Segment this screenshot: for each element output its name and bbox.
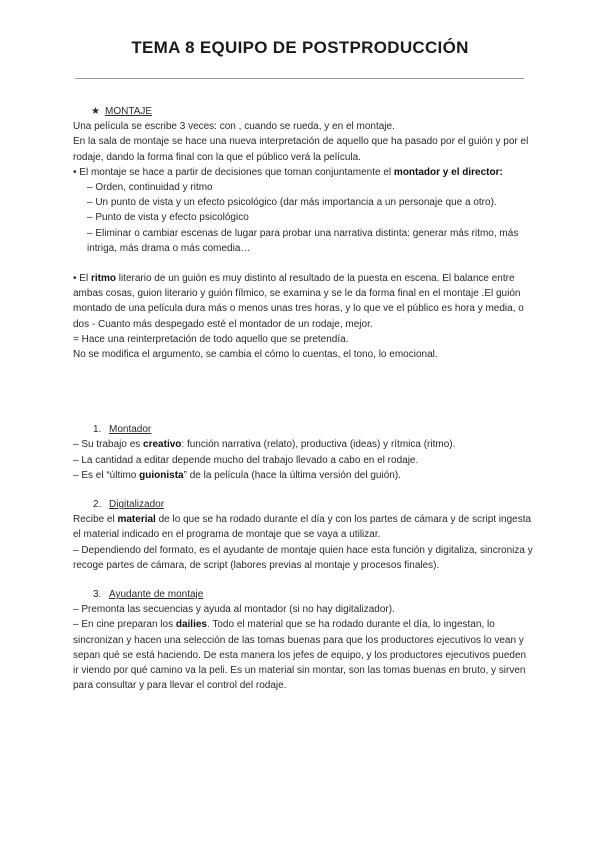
paragraph: • El ritmo literario de un guión es muy distinto al resultado de la puesta en escena. El balance entre ambas cosas, guion literario y guión fílmico, se examina y se le da forma final en el montaje .El guión montado de una película dura más o menos unas tres horas, y lo que ve el público es hora y media, o dos - Cuanto más despegado esté el montador de un rodaje, mejor. [73, 273, 524, 330]
paragraph: Una película se escribe 3 veces: con , cuando se rueda, y en el montaje. [73, 121, 395, 133]
paragraph: – Premonta las secuencias y ayuda al montador (si no hay digitalizador). [73, 604, 395, 616]
paragraph: – En cine preparan los dailies. Todo el material que se ha rodado durante el día, lo ingestan, lo sincronizan y hacen una selección de las tomas buenas para que los productores ejecutivos lo vean y sepan qué se está haciendo. De esta manera los jefes de equipo, y los productores ejecutivos pueden ir viendo por qué camino va la peli. Es un material sin montar, son las tomas buenas en bruto, y sirven para consultar y para llevar el control del rodaje. [73, 619, 527, 692]
section-heading-montaje [73, 104, 533, 119]
heading-label: Montador [109, 424, 152, 436]
heading-label: Ayudante de montaje [109, 589, 204, 601]
list-item: – Orden, continuidad y ritmo [87, 182, 213, 194]
paragraph: Recibe el material de lo que se ha rodado durante el día y con los partes de cámara y de script ingesta el material indicado en el programa de montaje que se vaya a utilizar. [73, 514, 532, 541]
heading-label: MONTAJE [105, 106, 153, 117]
paragraph: – Dependiendo del formato, es el ayudante de montaje quien hace esta función y digitaliza, sincroniza y recoge partes de cámara, de script (labores previas al montaje y procesos finales). [73, 544, 533, 571]
paragraph: – Es el “último guionista” de la película (hace la última versión del guión). [73, 469, 401, 481]
list-item: – Un punto de vista y un efecto psicológico (dar más importancia a un personaje que a otro). [87, 197, 497, 209]
list-item: – Punto de vista y efecto psicológico [87, 212, 249, 224]
section-heading-montador: 1. Montador [93, 424, 152, 436]
paragraph: En la sala de montaje se hace una nueva interpretación de aquello que ha pasado por el guión y por el rodaje, dando la forma final con la que el público verá la película. [73, 136, 529, 163]
paragraph: – La cantidad a editar depende mucho del trabajo llevado a cabo en el rodaje. [73, 454, 419, 466]
star-icon: ★ [91, 106, 100, 117]
paragraph: No se modifica el argumento, se cambia el cómo lo cuentas, el tono, lo emocional. [73, 349, 438, 361]
section-heading-digitalizador: 2. Digitalizador [93, 499, 165, 511]
paragraph: = Hace una reinterpretación de todo aquello que se pretendía. [73, 333, 349, 345]
paragraph: • El montaje se hace a partir de decisiones que toman conjuntamente el montador y el director: [73, 166, 503, 178]
list-item: – Eliminar o cambiar escenas de lugar para probar una narrativa distinta: generar más ritmo, más intriga, más drama o más comedia… [87, 227, 519, 254]
section-heading-ayudante: 3. Ayudante de montaje [93, 589, 204, 601]
paragraph: – Su trabajo es creativo: función narrativa (relato), productiva (ideas) y rítmica (ritmo). [73, 439, 456, 451]
heading-label: Digitalizador [109, 499, 165, 511]
document-body [73, 104, 533, 694]
page-title: TEMA 8 EQUIPO DE POSTPRODUCCIÓN [131, 38, 469, 57]
title-divider [75, 78, 524, 79]
